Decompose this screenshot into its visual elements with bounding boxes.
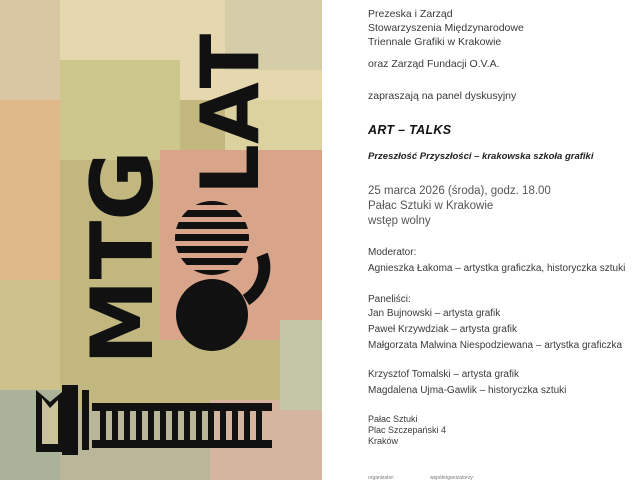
host-line-1: Prezeska i Zarząd <box>368 8 453 20</box>
event-poster <box>0 0 322 480</box>
footer-coorganizers-label: współorganizatorzy: <box>430 475 475 481</box>
block-right-lower <box>280 320 322 410</box>
host-line-2: Stowarzyszenia Międzynarodowe <box>368 22 524 34</box>
block-mid <box>60 60 180 160</box>
block-left-lower <box>0 280 60 390</box>
event-title: ART – TALKS <box>368 123 452 137</box>
moderator-name: Agnieszka Łakoma – artystka graficzka, historyczka sztuki <box>368 263 626 274</box>
poster-lat-text: LAT <box>184 33 277 195</box>
panelists-label: Paneliści: <box>368 294 411 305</box>
panelist-item: Jan Bujnowski – artysta grafik <box>368 308 501 319</box>
co-host-line: oraz Zarząd Fundacji O.V.A. <box>368 58 500 70</box>
panelist-item: Małgorzata Malwina Niespodziewana – artystka graficzka <box>368 340 623 351</box>
address-line-2: Plac Szczepański 4 <box>368 425 447 435</box>
invite-line: zapraszają na panel dyskusyjny <box>368 90 517 102</box>
invitation-text <box>368 0 632 480</box>
event-entry: wstęp wolny <box>368 215 431 227</box>
event-date: 25 marca 2026 (środa), godz. 18.00 <box>368 185 551 197</box>
poster-graphic <box>0 0 322 480</box>
host-line-3: Triennale Grafiki w Krakowie <box>368 36 502 48</box>
moderator-label: Moderator: <box>368 247 417 258</box>
block-top-left <box>0 0 60 100</box>
panelist-item: Paweł Krzywdziak – artysta grafik <box>368 324 517 335</box>
event-subtitle: Przeszłość Przyszłości – krakowska szkoła grafiki <box>368 151 594 162</box>
block-left-orange <box>0 100 60 280</box>
panelist-item: Magdalena Ujma-Gawlik – historyczka sztuki <box>368 385 567 396</box>
poster-mtg-text: MTG <box>73 150 173 365</box>
panelist-item: Krzysztof Tomalski – artysta grafik <box>368 369 519 380</box>
footer-organizer-label: organizator: <box>368 475 395 481</box>
address-line-3: Kraków <box>368 436 399 446</box>
event-venue: Pałac Sztuki w Krakowie <box>368 200 494 212</box>
address-line-1: Pałac Sztuki <box>368 414 418 424</box>
